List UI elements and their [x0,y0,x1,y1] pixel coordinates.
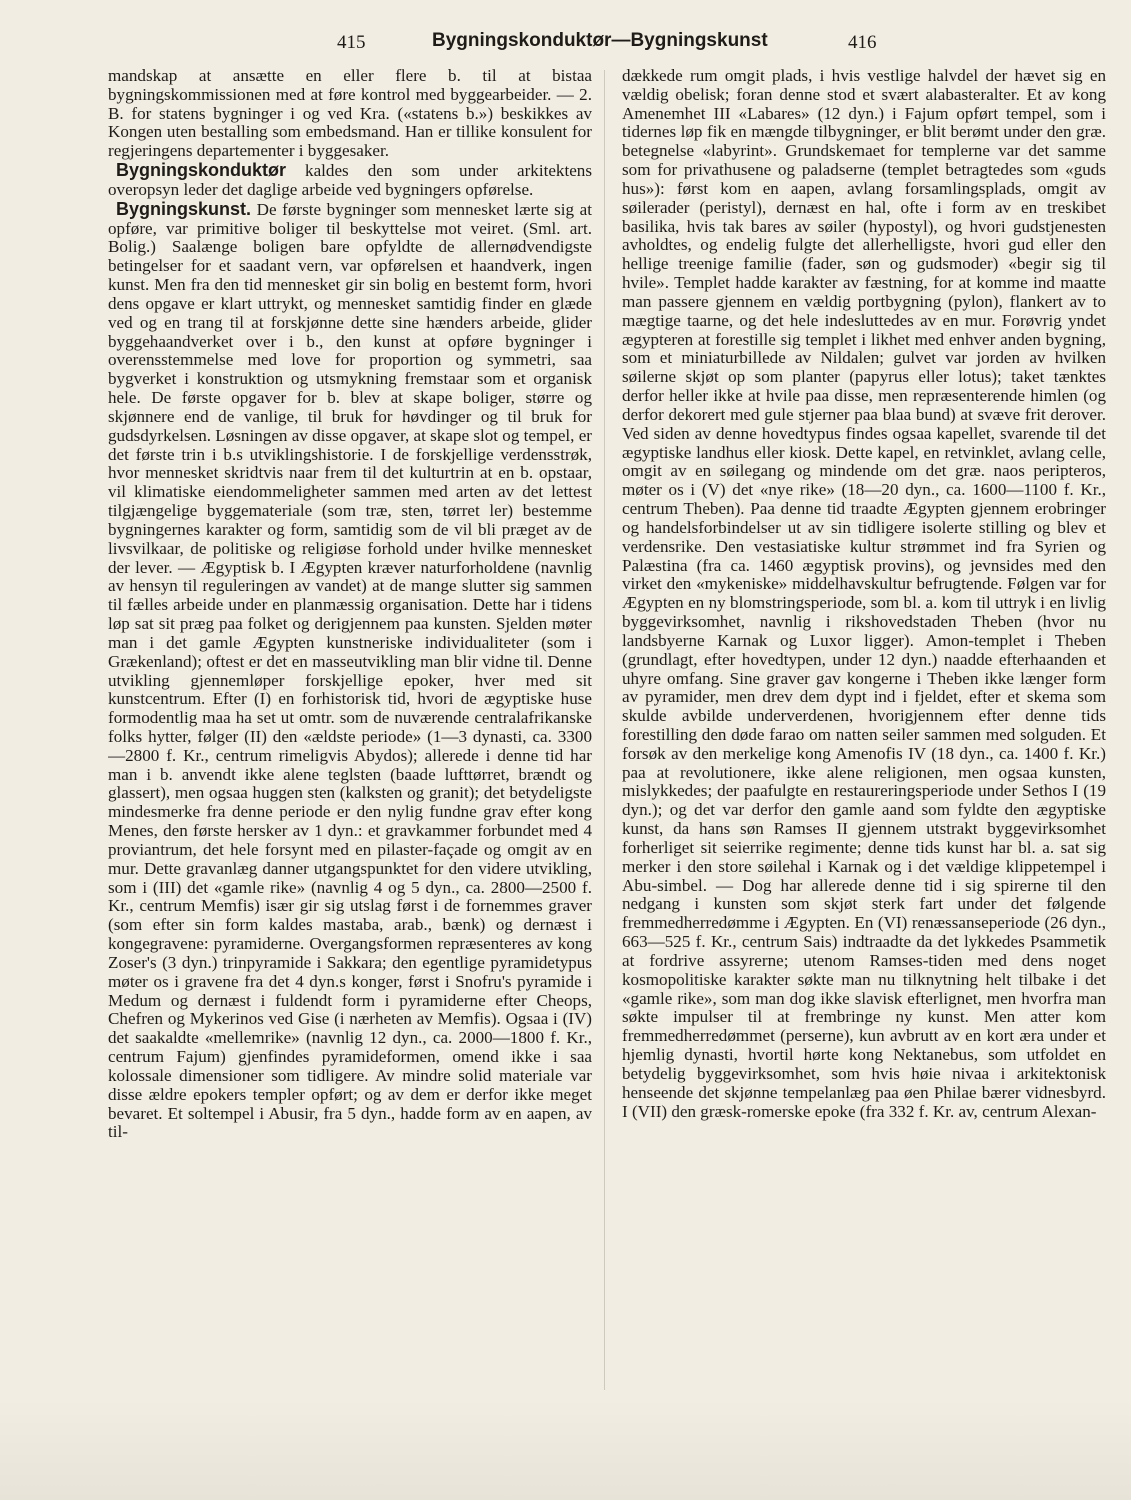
paragraph-continuation: dækkede rum omgit plads, i hvis vestlige halvdel der hævet sig en vældig obelisk; foran denne stod et svært alabasteralter. Et av kong Amenemhet III «Labares» (12 dyn.) i Fajum opført tempel, som i tidernes løp fik en mængde tilbygninger, er blit berømt under den græ. betegnelse «labyrint». Grundskemaet for templerne var det samme som for privathusene og paladserne (templet betragtedes som «guds hus»): først kom en aapen, avlang forsamlingsplads, omgit av søilerader (peristyl), dernæst en hal, ofte i form av en treskibet basilika, hvis tak bares av søiler (hypostyl), og hvori gudstjenesten avholdtes, og endelig fulgte det allerhelligste, hvori gud eller den hellige treenige familie (fader, søn og gudsmoder) «begir sig til hvile». Templet hadde karakter av fæstning, for at komme ind maatte man passere gjennem en vældig portbygning (pylon), flankert av to mægtige taarne, og det hele indesluttedes av en mur. Forøvrig yndet ægypteren at forestille sig templet i likhet med enhver anden bygning, som et miniaturbillede av Nildalen; gulvet var jorden av hvilken søilerne skjøt op som planter (papyrus eller lotus); taket tænktes derfor heller ikke at hvile paa disse, men repræsenterende himlen (og derfor dekorert med gule stjerner paa blaa bund) at svæve frit derover. Ved siden av denne hovedtypus findes ogsaa kapellet, svarende til det ægyptiske landhus eller kiosk. Dette kapel, en retvinklet, avlang celle, omgit av en søilegang og mindende om det græ. naos peripteros, møter os i (V) det «nye rike» (18—20 dyn., ca. 1600—1100 f. Kr., centrum Theben). Paa denne tid traadte Ægypten gjennem erobringer og handelsforbindelser ut av sin tidligere isolerte stilling og blev et verdensrike. Den vestasiatiske kultur strømmet ind fra Syrien og Palæstina (fra ca. 1460 ægyptisk provins), og jevnsides med den virket den «mykeniske» middelhavskultur befrugtende. Følgen var for Ægypten en ny blomstringsperiode, som bl. a. kom til uttryk i en livlig byggevirksomhet, navnlig i rikshovedstaden Theben (hvor nu landsbyerne Karnak og Luxor ligger). Amon-templet i Theben (grundlagt, efter hovedtypen, under 12 dyn.) naadde efterhaanden et uhyre omfang. Sine graver gav kongerne i Theben ikke længer form av pyramider, men drev dem dypt ind i fjeldet, efter et skema som skulde avbilde underverdenen, hvorigjennem efter denne tids forestilling den døde farao om natten seiler sammen med solguden. Et forsøk av den merkelige kong Amenofis IV (18 dyn., ca. 1400 f. Kr.) paa at revolutionere, ikke alene religionen, men ogsaa kunsten, mislykkedes; der paafulgte en restaureringsperiode under Sethos I (19 dyn.); og det var derfor den gamle aand som fyldte den ægyptiske kunst, da hans søn Ramses II gjennem utstrakt byggevirksomhet forherliget sit seierrike regimente; denne tids kunst har bl. a. sat sig merker i den store søilehal i Karnak og i det vældige klippetempel i Abu-simbel. — Dog har allerede denne tid i sig spirerne til den nedgang i kunsten som skjøt sterk fart under det følgende fremmedherredømme i Ægypten. En (VI) renæssanseperiode (26 dyn., 663—525 f. Kr., centrum Sais) indtraadte da det lykkedes Psammetik at fordrive assyrerne; utenom Ramses-tiden med dens noget kosmopolitiske karakter søkte man nu tilknytning helt tilbake i det «gamle rike», som man dog ikke slavisk efterlignet, men hvorfra man søkte impulser til at frembringe ny kunst. Men atter kom fremmedherredømmet (perserne), kun avbrutt av en kort æra under et hjemlig dynasti, hvortil hørte kong Nektanebus, som utfoldet en betydelig byggevirksomhet, som hvis høie nivaa i arkitektonisk henseende det skjønne tempelanlæg paa øen Philae bærer vidnesbyrd. I (VII) den græsk-romerske epoke (fra 332 f. Kr. av, centrum Alexan- [622,67,1106,1121]
entry-bygningskonduktor [108,161,592,200]
page-header [0,26,1131,60]
paragraph-continuation: mandskap at ansætte en eller flere b. til at bistaa bygningskommissionen med at føre kontrol med byggearbeider. — 2. B. for statens bygninger i og ved Kra. («statens b.») beskikkes av Kongen uten bestalling som embedsmand. Han er tillike konsulent for regjeringens departementer i byggesaker. [108,67,592,161]
page-number-left: 415 [337,32,366,53]
left-column [108,67,592,1397]
entry-text: kaldes den som under arkitektens overopsyn leder det daglige arbeide ved bygningers opførelse. [108,161,592,199]
entry-text: De første bygninger som mennesket lærte sig at opføre, var primitive boliger til beskyttelse mot veiret. (Sml. art. Bolig.) Saalænge boligen bare opfyldte de allernødvendigste betingelser for et saadant vern, var opførelsen et haandverk, ingen kunst. Men fra den tid mennesket gir sin bolig en bestemt form, hvori dens opgave er klart uttrykt, og mennesket samtidig finder en glæde ved og en trang til at forskjønne dette sine hænders arbeide, glider byggehaandverket over i b., den kunst at opføre bygninger i overensstemmelse med love for proportion og symmetri, saa bygverket i konstruktion og utsmykning fremstaar som et organisk hele. De første opgaver for b. blev at skape boliger, større og skjønnere end de vanlige, til bruk for høvdinger og til bruk for gudsdyrkelsen. Løsningen av disse opgaver, at skape slot og tempel, er det første trin i b.s utviklingshistorie. I de forskjellige verdensstrøk, hvor mennesket skridtvis naar frem til det kulturtrin at en b. opstaar, vil klimatiske eiendommeligheter sammen med arten av det lettest tilgjængelige byggemateriale (som træ, sten, tørret ler) bestemme bygningernes karakter og form, samtidig som de vil bli præget av de livsvilkaar, de politiske og religiøse forhold under hvilke mennesket der lever. — Ægyptisk b. I Ægypten kræver naturforholdene (navnlig av hensyn til reguleringen av vandet) at de mange slutter sig sammen til fælles arbeide under en planmæssig organisation. Dette har i tidens løp sat sit præg paa folket og derigjennem paa kunsten. Sjelden møter man i det gamle Ægypten kunstneriske individualiteter (som i Grækenland); oftest er det en masseutvikling man blir vidne til. Denne utvikling gjennemløper forskjellige epoker, hver med sit kunstcentrum. Efter (I) en forhistorisk tid, hvori de ægyptiske huse formodentlig maa ha set ut omtr. som de nuværende centralafrikanske folks hytter, følger (II) den «ældste periode» (1—3 dynasti, ca. 3300—2800 f. Kr., centrum rimeligvis Abydos); allerede i denne tid har man i b. anvendt ikke alene teglsten (baade lufttørret, brændt og glassert), men ogsaa huggen sten (kalksten og granit); det betydeligste mindesmerke fra denne periode er den nylig fundne grav efter kong Menes, den første hersker av 1 dyn.: et gravkammer forbundet med 4 proviantrum, det hele forsynt med en pilaster-façade og omgit av en mur. Dette gravanlæg danner utgangspunktet for den videre utvikling, som i (III) det «gamle rike» (navnlig 4 og 5 dyn., ca. 2800—2500 f. Kr., centrum Memfis) især gir sig utslag først i de fornemmes graver (som efter sin form kaldes mastaba, arab., bænk) og dernæst i kongegravene: pyramiderne. Overgangsformen repræsenteres av kong Zoser's (3 dyn.) trinpyramide i Sakkara; den egentlige pyramidetypus møter os i gravene fra det 4 dyn.s konger, først i Snofru's pyramide i Medum og dernæst i fuldendt form i pyramiderne efter Cheops, Chefren og Mykerinos ved Gise (i nærheten av Memfis). Ogsaa i (IV) det saakaldte «mellemrike» (navnlig 12 dyn., ca. 2000—1800 f. Kr., centrum Fajum) gjenfindes pyramideformen, omend ikke i saa kolossale dimensioner som tidligere. Av mindre solid materiale var disse ældre epokers templer opført; og av dem er derfor ikke meget bevaret. Et soltempel i Abusir, fra 5 dyn., hadde form av en aapen, av til- [108,199,592,1142]
headword: Bygningskunst. [116,198,252,219]
right-column [622,67,1106,1397]
headword: Bygningskonduktør [116,160,286,181]
page-number-right: 416 [848,32,877,53]
entry-bygningskunst [108,200,592,1142]
column-divider [604,70,605,1390]
bottom-margin [0,1400,1131,1500]
running-title: Bygningskonduktør—Bygningskunst [432,30,768,51]
